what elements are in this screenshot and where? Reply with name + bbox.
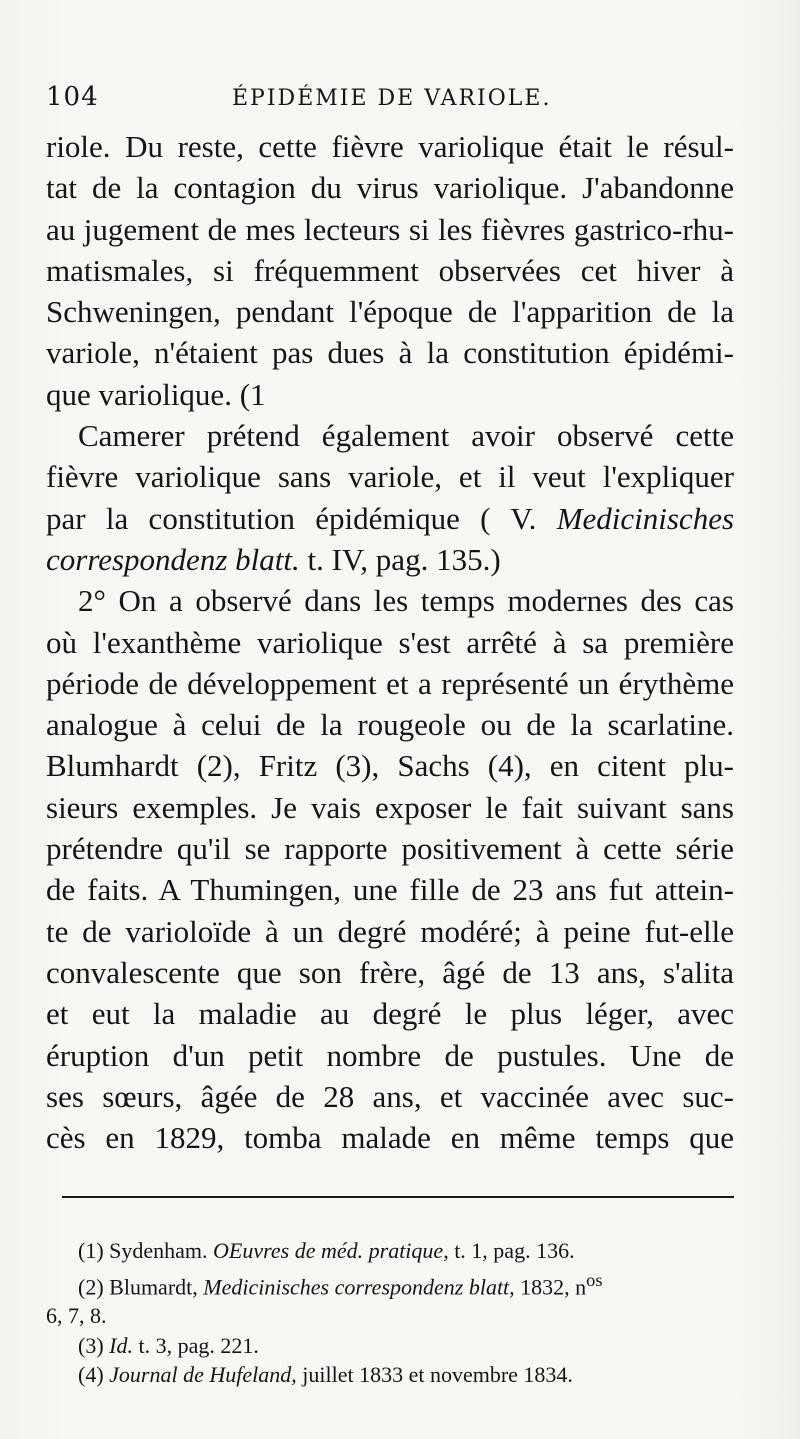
running-title: ÉPIDÉMIE DE VARIOLE. — [232, 86, 552, 111]
text-line: Schweningen, pendant l'époque de l'apparition de la — [46, 294, 734, 330]
text-segment: t. IV, pag. 135.) — [299, 541, 501, 577]
footnote-rest: , juillet 1833 et novembre 1834. — [291, 1362, 573, 1388]
text-line: période de développement et a représenté un érythème — [46, 665, 734, 701]
text-line: 2° On a observé dans les temps modernes des cas — [78, 583, 734, 619]
footnote-number: (2) — [78, 1273, 104, 1299]
text-line: ses sœurs, âgée de 28 ans, et vaccinée avec suc- — [46, 1078, 734, 1114]
italic-title: Medicinisches — [556, 500, 734, 536]
footnotes — [46, 1236, 746, 1390]
footnote-4 — [46, 1360, 746, 1390]
footnote-superscript: os — [586, 1269, 603, 1290]
text-line: où l'exanthème variolique s'est arrêté à sa première — [46, 624, 734, 660]
body-text — [46, 126, 734, 1158]
footnote-rest: , 1832, n — [509, 1273, 587, 1299]
text-line: que variolique. (1 — [46, 376, 266, 412]
text-line-with-reference — [46, 498, 734, 539]
footnote-rest: t. 3, pag. 221. — [132, 1332, 259, 1358]
text-line: convalescente que son frère, âgé de 13 ans, s'alita — [46, 954, 734, 990]
text-line: analogue à celui de la rougeole ou de la scarlatine. — [46, 707, 734, 743]
footnote-number: (1) — [78, 1238, 104, 1263]
text-line-with-reference — [46, 539, 734, 580]
page-number: 104 — [46, 82, 99, 112]
text-line: Camerer prétend également avoir observé cette — [78, 418, 734, 454]
text-line: fièvre variolique sans variole, et il veut l'expliquer — [46, 459, 734, 495]
text-line: de faits. A Thumingen, une fille de 23 ans fut attein- — [46, 872, 734, 908]
footnote-2-continuation: 6, 7, 8. — [46, 1303, 107, 1329]
page-header — [46, 82, 736, 122]
text-line: au jugement de mes lecteurs si les fièvres gastrico-rhu- — [46, 211, 734, 247]
text-line: sieurs exemples. Je vais exposer le fait suivant sans — [46, 789, 734, 825]
footnote-title: OEuvres de méd. pratique — [213, 1238, 444, 1263]
text-line: matismales, si fréquemment observées cet hiver à — [46, 252, 734, 288]
text-line: riole. Du reste, cette fièvre variolique était le résul- — [46, 129, 734, 164]
footnote-divider — [62, 1196, 734, 1198]
footnote-1 — [46, 1236, 746, 1266]
footnote-2 — [46, 1266, 746, 1302]
text-line: variole, n'étaient pas dues à la constitution épidémi- — [46, 335, 734, 371]
text-line: éruption d'un petit nombre de pustules. Une de — [46, 1037, 734, 1073]
footnote-author: Blumardt, — [103, 1273, 204, 1299]
text-line: te de varioloïde à un degré modéré; à peine fut-elle — [46, 913, 734, 949]
text-segment: par la constitution épidémique ( V. — [46, 500, 537, 536]
italic-title: correspondenz blatt. — [46, 541, 300, 577]
footnote-3 — [46, 1331, 746, 1361]
text-line: tat de la contagion du virus variolique. J'abandonne — [46, 170, 734, 206]
footnote-title: Id. — [103, 1332, 133, 1358]
footnote-number: (3) — [78, 1332, 104, 1358]
text-line: prétendre qu'il se rapporte positivement à cette série — [46, 831, 734, 867]
footnote-title: Journal de Hufeland — [103, 1362, 292, 1388]
text-line: et eut la maladie au degré le plus léger, avec — [46, 996, 734, 1032]
footnote-author: Sydenham. — [103, 1238, 214, 1263]
footnote-number: (4) — [78, 1362, 104, 1388]
footnote-rest: , t. 1, pag. 136. — [443, 1238, 575, 1263]
text-line: cès en 1829, tomba malade en même temps que — [46, 1120, 734, 1156]
text-line: Blumhardt (2), Fritz (3), Sachs (4), en citent plu- — [46, 748, 734, 784]
footnote-title: Medicinisches correspondenz blatt — [203, 1273, 510, 1299]
